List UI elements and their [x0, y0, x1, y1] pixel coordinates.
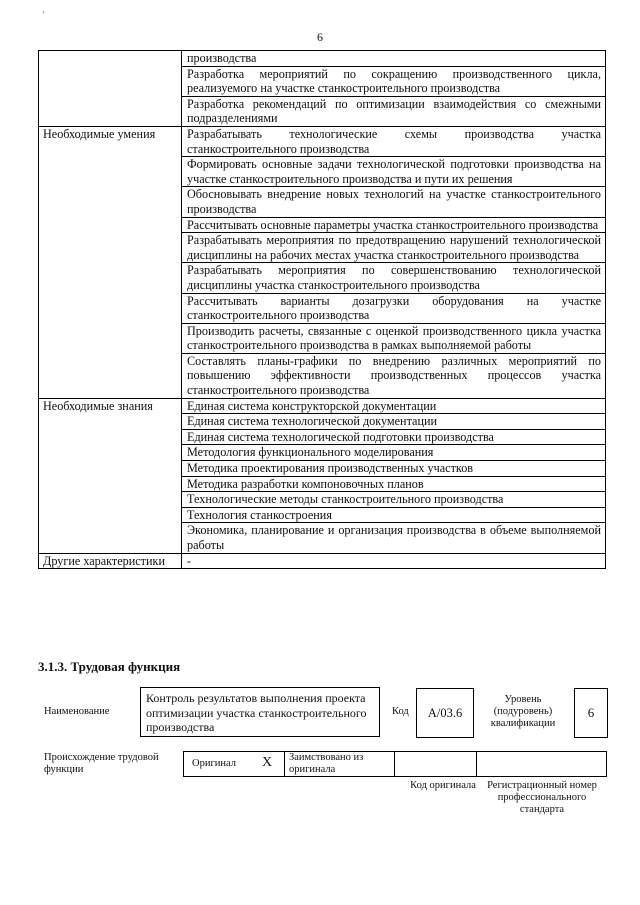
function-name-box	[140, 687, 380, 737]
table-row	[39, 51, 606, 67]
table-row	[39, 126, 606, 156]
skill-item: Разрабатывать технологические схемы производства участка станкостроительного производства	[182, 126, 606, 156]
skill-item: Формировать основные задачи технологической подготовки производства на участке станкостроительного производства и пути их решения	[182, 157, 606, 187]
level-label: Уровень (подуровень) квалификации	[490, 694, 556, 729]
code-label: Код	[392, 706, 409, 717]
table-cell: Разработка мероприятий по сокращению производственного цикла, реализуемого на участке станкостроительного производства	[182, 66, 606, 96]
table-cell: Разработка рекомендаций по оптимизации взаимодействия со смежными подразделениями	[182, 96, 606, 126]
skills-label: Необходимые умения	[39, 126, 182, 398]
original-label: Оригинал	[192, 758, 236, 769]
name-label: Наименование	[44, 706, 110, 717]
code-original-label: Код оригинала	[410, 780, 476, 791]
code-box	[416, 688, 474, 738]
skill-item: Обосновывать внедрение новых технологий на участке станкостроительного производства	[182, 187, 606, 217]
scan-mark: '	[43, 10, 45, 19]
knowledge-item: Методика разработки компоновочных планов	[182, 476, 606, 492]
skill-item: Составлять планы-графики по внедрению различных мероприятий по повышению эффективности производственных процессов участка станкостроительного производства	[182, 353, 606, 398]
knowledge-item: Единая система технологической подготовки производства	[182, 429, 606, 445]
skill-item: Производить расчеты, связанные с оценкой производственного цикла участка станкостроительного производства в рамках выполняемой работы	[182, 323, 606, 353]
knowledge-item: Единая система технологической документации	[182, 414, 606, 430]
borrowed-label: Заимствовано из оригинала	[289, 752, 364, 775]
knowledge-item: Экономика, планирование и организация производства в объеме выполняемой работы	[182, 523, 606, 553]
skill-item: Рассчитывать варианты дозагрузки оборудования на участке станкостроительного производства	[182, 293, 606, 323]
skill-item: Разрабатывать мероприятия по предотвращению нарушений технологической дисциплины на рабочих местах участка станкостроительного производства	[182, 233, 606, 263]
other-value: -	[182, 553, 606, 569]
table-cell: производства	[182, 51, 606, 67]
knowledge-item: Методика проектирования производственных участков	[182, 461, 606, 477]
table-row	[39, 553, 606, 569]
origin-label: Происхождение трудовой функции	[44, 752, 159, 775]
function-name-value: Контроль результатов выполнения проекта оптимизации участка станкостроительного производства	[146, 691, 367, 734]
skill-item: Разрабатывать мероприятия по совершенствованию технологической дисциплины участка станкостроительного производства	[182, 263, 606, 293]
level-value: 6	[587, 705, 595, 720]
skill-item: Рассчитывать основные параметры участка станкостроительного производства	[182, 217, 606, 233]
empty-label-cell	[39, 51, 182, 127]
knowledge-item: Методология функционального моделирования	[182, 445, 606, 461]
requirements-table	[38, 50, 606, 569]
knowledge-item: Технология станкостроения	[182, 507, 606, 523]
section-title: 3.1.3. Трудовая функция	[38, 659, 181, 674]
knowledge-item: Единая система конструкторской документации	[182, 398, 606, 414]
code-value: А/03.6	[427, 705, 463, 720]
page-number: 6	[317, 30, 323, 44]
other-label: Другие характеристики	[39, 553, 182, 569]
knowledge-label: Необходимые знания	[39, 398, 182, 553]
knowledge-item: Технологические методы станкостроительного производства	[182, 492, 606, 508]
original-mark: Х	[262, 755, 273, 770]
table-row	[39, 398, 606, 414]
origin-row	[183, 751, 607, 777]
level-box	[574, 688, 608, 738]
reg-number-label: Регистрационный номер профессионального стандарта	[487, 780, 597, 815]
